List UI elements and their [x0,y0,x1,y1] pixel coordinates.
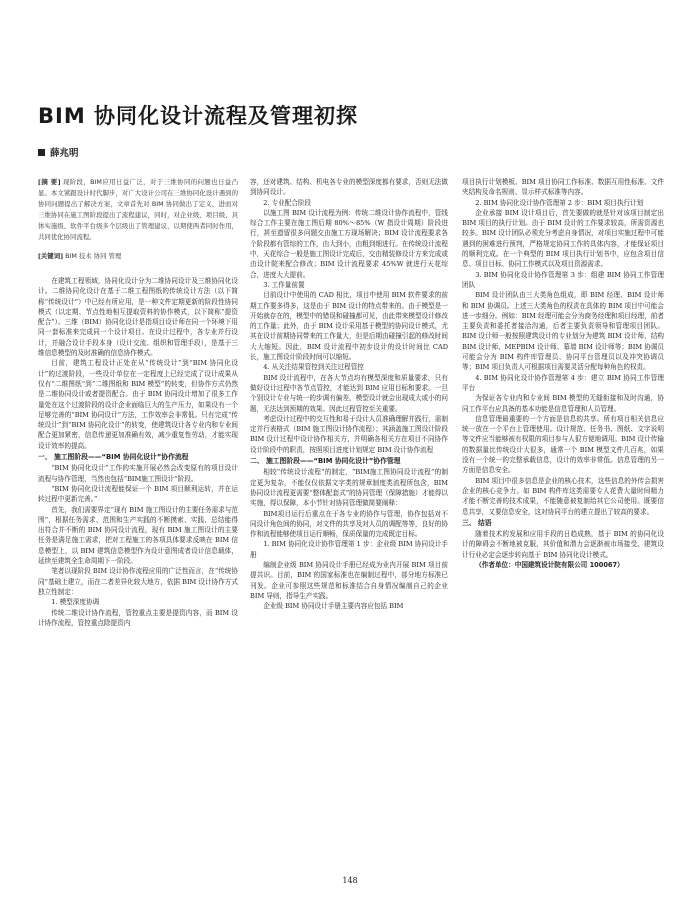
abstract-text: 现阶段，BIM应用日益广泛，对于三维协同的问题也日益凸显。本文紧跟设计时代脚步，对广大设计公司在三维协同化设计遇到的协同问题提出了解决方案，文章首先对 BIM 协同做出了定义，进而对三维协同在施工图阶段提出了流程建议，同时，对企业级、项目级、具体实施级、软件平台级多个层级出了管理建议，以期使两者同时作用，共同优化协同流程。 [38,178,238,241]
body-paragraph: 首先，我们需要界定“现有 BIM 施工图设计的主要任务需求与范围”，根据任务需求、范围和生产实践的不断摸索、实践、总结能得出符合并不断的 BIM 协同设计流程，现有 BIM 施工图设计的主要任务是满足施工需求，把对工程施工的各项具体要求反映在 BIM 信息模型上，以 BIM 建筑信息模型作为设计意图成者设计信息载体，延续至建筑全生命周期下一阶段。 [38,505,238,566]
page-number: 148 [342,876,358,885]
subheading: 2. 专业配合阶段 [263,198,312,207]
body-paragraph: “BIM 协同化设计流程能保证一个 BIM 项目顺利运转，并在运转过程中更新完善。” [38,484,238,504]
subheading: 3. 工作量前置 [263,280,305,289]
body-paragraph: BIM 设计流程中，在各大节点均有模型深度和质量要求，只有做好设计过程中各节点管控，才能达到 BIM 应用目标和要求。一旦个别设计专业与统一的步调有偏差，模型设计就会出现成大或小的问题，无法达到预期的效果。因此过程管控至关重要。 [250,373,448,413]
keywords-label: [关键词] [38,252,64,260]
body-paragraph: 传统二维设计协作流程，管控重点主要是提资内容，而 BIM 设计协作流程，管控重点除提资内 [38,608,238,627]
column-2 [250,177,448,611]
body-paragraph: 考虑设计过程中的交互性和易于设计人员准确理解并践行，需制定并行表格式（BIM 施工图设计协作流程）；其涵盖施工图设计阶段 BIM 设计过程中设计协作相关方，并明确各相关方在项目不同协作设计阶段中的职责，按照项目进度计划规定 BIM 设计协作流程 [250,414,448,454]
body-paragraph: 相较“传统设计流程”的制定，“BIM施工图协同设计流程”的制定更为复杂，不能仅仅依据文字类的规章制度类流程所包含，BIM 协同设计流程更需要“整体配套式”的协同管理（保障措施）才能得以实施，得以保障，本小节针对协同管理做简要阐释： [250,468,448,508]
body-paragraph: 容，还对建筑、结构、机电各专业的模型深度都有要求，否则无法做到协同设计。 [250,178,448,197]
body-paragraph: BIM 设计团队由三大类角色组成，即 BIM 经理、BIM 设计师和 BIM 协调员。上述三大类角色的权责在具体的 BIM 项目中可能会进一步细分。例如：BIM 经理可能会分为商务经理和项目经理，前者主要负责和委托者接洽沟通，后者主要负责领导和管理项目团队。BIM 设计师一般按照建筑设计的专业划分为建筑 BIM 设计师、结构 BIM 设计师、MEPBIM 设计师、幕墙 BIM 设计师等；BIM 协调员可能会分为 BIM 构件库管理员、协同平台管理员以及冲突协调员等；BIM 项目负责人可根据项目需要灵活分配每种角色的权责。 [462,291,664,372]
body-paragraph: BIM项目运行后重点在于各专业的协作与管理，协作包括对不同设计角色间的协同，对文件的共享及对人员的调配等等，良好的协作和流程能够使项目运行顺畅，保质保量的完成既定目标。 [250,509,448,539]
body-paragraph: 项目执行计划模板、BIM 项目协同工作标准、数据互用性标准、文件夹结构及命名规则、显示样式标准等内容。 [462,178,664,197]
body-paragraph: 目前，建筑工程设计正处在从“传统设计”到“BIM 协同化设计”的过渡阶段，一些设计单位在一定程度上已经完成了设计成果从仅有“二维图纸”到“二维图纸和 BIM 模型”的转变，但协作方式仍然是二维协同设计或者提资配合。由于 BIM 协同设计增加了很多工作量处在这个过渡阶段的设计企业面临巨大的生产压力，如果设有一个足够完善的“BIM 协同设计”方法，工作效率会非常低。只有完成“传统设计”到“BIM 协同化设计”的转变，使建筑设计各专业内和专业间配合更加紧密，信息传递更加准确有效，减少重复性劳动，才能实现设计效率的提高。 [38,359,238,450]
subheading: 2. BIM 协同化设计协作管理第 2 步：BIM 项目执行计划 [475,198,644,207]
body-paragraph: 目前设计中使用的 CAD 相比，项目中使用 BIM 软件要求的前期工作要多得多，这是由于 BIM 设计的特点带来的。由于模型是一开始就存在的，模型中的错误和碰撞都可见，由此带来模型设计修改的工作量；此外，由于 BIM 设计采用基于模型的协同设计模式，尤其在设计前期协同带来的工作量大，但是后期由碰撞引起的修改时间大大缩短。因此，BIM 设计流程中初步设计的设计时间比 CAD 长，施工图设计阶段时间可以缩短。 [250,291,448,362]
keywords-text: BIM 技术 协同 管理 [65,252,122,260]
body-paragraph: BIM 项目中很多信息是企业的核心技术，这些信息的外传会损害企业的核心竞争力。如 BIM 构件库这类需要专人花费大量时间精力才能不断完善的技术成果，不能随意被复制给其它公司使用。既要信息共享，又要信息安全，这对协同平台的建立提出了较高的要求。 [462,476,664,516]
subheading: 1. 模型深度协调 [51,598,100,607]
body-paragraph: 编制企业级 BIM 协同设计手册已经成为业内开展 BIM 项目前提共识。目前，BIM 的国家标准也在编制过程中，部分地方标准已刊发。企业可参照这些规范和标准结合自身情况编制自己的企业 BIM 导则，指导生产实践。 [250,560,448,600]
subheading: 3. BIM 协同化设计协作管理第 3 步：组建 BIM 协同工作管理团队 [462,270,664,289]
body-paragraph: 笔者以现阶段 BIM 设计协作流程应用的广泛性而言，在“传统协同”基础上建立，而在二者差异化较大地方，依据 BIM 设计协作方式独立性制定： [38,567,238,596]
column-3 [462,177,664,570]
subheading: 1. BIM 协同化设计协作管理第 1 步：企业级 BIM 协同设计手册 [250,540,448,559]
body-paragraph: “BIM 协同化设计”工作的实施开展必然会改变原有的项目设计流程与协作管理，当然也包括“BIM施工图设计”阶段。 [38,464,238,483]
square-bullet-icon [38,149,45,156]
body-paragraph: 为保证各专业内和专业间 BIM 模型的无缝衔接和及时沟通，协同工作平台应具备的基本功能是信息管理和人员管理。 [462,394,664,413]
body-paragraph: 以施工图 BIM 设计流程为例：传统二维设计协作流程中，管线综合工作主要在施工图后期 80%～85%（W 指设计周期）阶段进行，甚至遗留很多问题交由施工方现场解决；BIM 设计流程要求各个阶段都有管综的工作，由大到小，由粗到细进行。在传统设计流程中，天花综合一般是施工图设计完成后，交由精装修设计方来完成或由设计院来配合修改；BIM 设计流程要求 45%W 就进行天花综合，进度大大提前。 [250,208,448,279]
body-paragraph: 在建筑工程领域，协同化设计分为二维协同设计及三维协同化设计。二维协同化设计在基于二维工程图纸的传统设计方法（以下简称“传统设计”）中已经有所应用，是一种文件定期更新的阶段性协同模式（以定期、节点性地相互提取资料的协作模式，以下简称“提资配合”）。三维（BIM）协同化设计是指项目设计师在同一个环境下用同一套标准来完成同一个设计项目。在设计过程中，各专业并行设计，并融合设计手段本身（设计交流、组织和管理手段），是基于三维信息模型的及时准确的信息协作模式。 [38,277,238,358]
body-paragraph: 随着技术的发展和应用手段的日趋成熟，基于 BIM 的协同化设计的障碍会不断地被克服，其价值和潜力会逐渐被市场接受，建筑设计行业必定会逐步转向基于 BIM 协同化设计模式。 [462,530,664,559]
subheading: 4. BIM 协同化设计协作管理第 4 步：建立 BIM 协同工作管理平台 [462,373,664,392]
article-title: BIM 协同化设计流程及管理初探 [38,104,359,128]
author-affiliation: （作者单位：中国建筑设计院有限公司 100067） [475,560,624,569]
section-heading-2: 二、 施工图阶段——“BIM 协同化设计”协作管理 [250,457,401,466]
section-heading-3: 三、 结语 [462,518,492,527]
body-paragraph: 企业级 BIM 协同设计手册主要内容应包括 BIM [263,602,404,611]
abstract [38,177,238,243]
section-heading-1: 一、 施工图阶段——“BIM 协同化设计”协作流程 [38,453,189,462]
column-1 [38,177,238,628]
author-name: 薛兆明 [50,148,79,159]
subheading: 4. 从关注结果管控到关注过程管控 [263,363,364,372]
body-paragraph: 信息管理最重要的一个方面是信息的共享。所有项目相关信息应统一放在一个平台上管理使用。设计规范、任务书、图纸、文字说明等文件应当能够被有权限的项目参与人很方便地调用。BIM 设计传输的数据量比传统设计大很多，通常一个 BIM 模型文件几百兆，如果没有一个统一的完整承载信息，设计的效率非常低。信息管理的另一方面是信息安全。 [462,414,664,475]
abstract-label: [摘 要] [38,178,61,186]
body-paragraph: 企业承接 BIM 设计项目后，首先要做的就是针对该项目制定出 BIM 项目的执行计划。由于 BIM 设计的工作要求较高，所需资源也较多。BIM 设计团队必须充分考虑自身情况，对项目实施过程中可能遇到的困难进行预判，严格规定协同工作的具体内容，才能保证项目的顺利完成。在一个典型的 BIM 项目执行计划书中，应包含项目信息、项目目标、协同工作模式以及项目资源需求。 [462,208,664,269]
author-line [38,145,79,159]
keywords [38,251,238,262]
